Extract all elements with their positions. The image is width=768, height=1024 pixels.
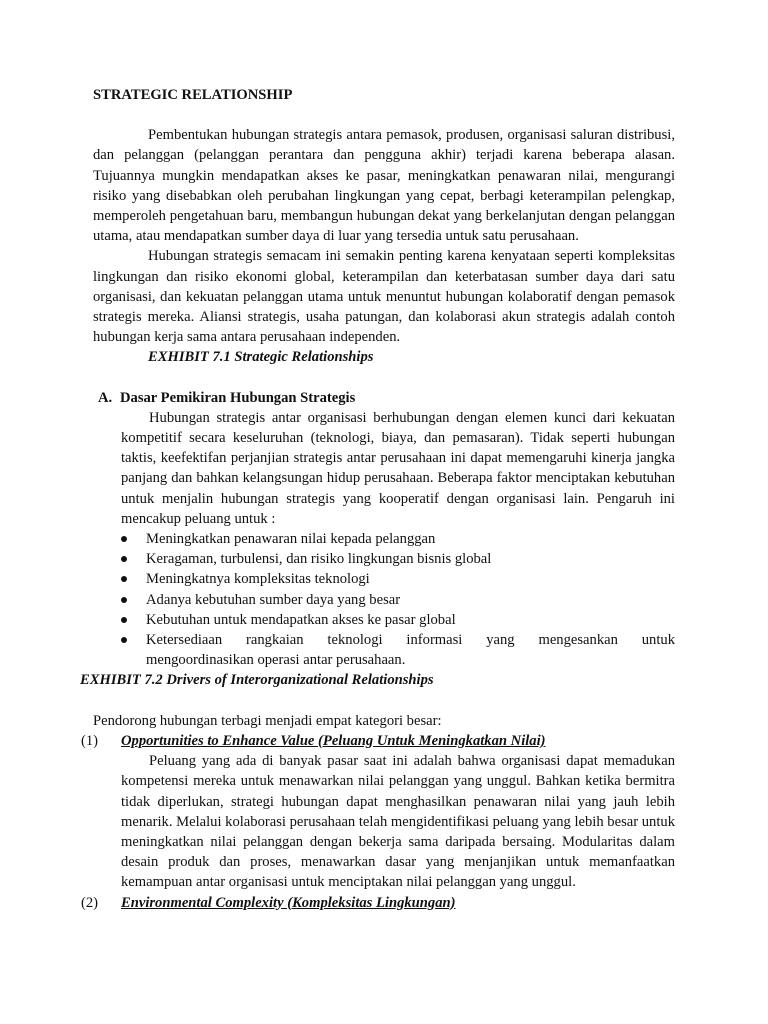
- list-item: Meningkatkan penawaran nilai kepada pelanggan: [121, 529, 675, 549]
- section-a-marker: A.: [98, 389, 113, 406]
- item-1-title: Opportunities to Enhance Value (Peluang Untuk Meningkatkan Nilai): [121, 732, 546, 749]
- bullet-icon: [121, 556, 127, 562]
- section-a-paragraph: Hubungan strategis antar organisasi berhubungan dengan elemen kunci dari kekuatan kompetitif secara keseluruhan (teknologi, biaya, dan pemasaran). Tidak seperti hubungan taktis, keefektifan perjanjian strategis antar perusahaan ini dapat memengaruhi kinerja jangka panjang dan bahkan kelangsungan hidup perusahaan. Beberapa faktor menciptakan kebutuhan untuk menjalin hubungan strategis yang kooperatif dengan organisasi lain. Pengaruh ini mencakup peluang untuk :: [121, 409, 675, 527]
- list-item: Keragaman, turbulensi, dan risiko lingkungan bisnis global: [121, 549, 675, 569]
- paragraph-2: Hubungan strategis semacam ini semakin penting karena kenyataan seperti kompleksitas lingkungan dan risiko ekonomi global, keterampilan dan keterbatasan sumber daya dari satu organisasi, dan kekuatan pelanggan utama untuk menuntut hubungan kolaboratif dengan pemasok strategis mereka. Aliansi strategis, usaha patungan, dan kolaborasi akun strategis adalah contoh hubungan kerja sama antara perusahaan independen.: [93, 248, 675, 346]
- bullet-icon: [121, 536, 127, 542]
- list-item-line-1: Ketersediaan rangkaian teknologi informasi yang mengesankan untuk: [146, 632, 675, 649]
- item-2-number: (2): [81, 894, 99, 911]
- exhibit-7-2-caption: EXHIBIT 7.2 Drivers of Interorganizational Relationships: [80, 672, 434, 689]
- section-a-heading: [92, 388, 675, 408]
- drivers-intro: Pendorong hubungan terbagi menjadi empat kategori besar:: [93, 712, 442, 729]
- bullet-icon: [121, 576, 127, 582]
- section-a-title: Dasar Pemikiran Hubungan Strategis: [120, 389, 356, 406]
- item-1-number: (1): [81, 732, 99, 749]
- bullet-icon: [121, 617, 127, 623]
- document-body: [80, 85, 675, 913]
- item-1-body: [121, 751, 675, 892]
- item-2-heading: [81, 893, 675, 913]
- item-1-heading: [81, 731, 675, 751]
- item-2-title: Environmental Complexity (Kompleksitas Lingkungan): [121, 894, 456, 911]
- paragraph-1: Pembentukan hubungan strategis antara pemasok, produsen, organisasi saluran distribusi, dan pelanggan (pelanggan perantara dan pengguna akhir) terjadi karena beberapa alasan. Tujuannya mungkin mendapatkan akses ke pasar, meningkatkan penawaran nilai, mengurangi risiko yang disebabkan oleh perubahan lingkungan yang cepat, berbagi keterampilan pelengkap, memperoleh pengetahuan baru, membangun hubungan dekat yang berkelanjutan dengan pelanggan utama, atau mendapatkan sumber daya di luar yang tersedia untuk satu perusahaan.: [93, 127, 675, 245]
- document-title: STRATEGIC RELATIONSHIP: [93, 87, 293, 103]
- bullet-icon: [121, 637, 127, 643]
- section-a-body: [121, 408, 675, 529]
- exhibit-7-1-caption: EXHIBIT 7.1 Strategic Relationships: [148, 349, 374, 366]
- list-item: Kebutuhan untuk mendapatkan akses ke pasar global: [121, 610, 675, 630]
- influence-list: [121, 529, 675, 670]
- list-item: Meningkatnya kompleksitas teknologi: [121, 569, 675, 589]
- list-item: [121, 630, 675, 670]
- bullet-icon: [121, 597, 127, 603]
- list-item: Adanya kebutuhan sumber daya yang besar: [121, 590, 675, 610]
- item-1-paragraph: Peluang yang ada di banyak pasar saat ini adalah bahwa organisasi dapat memadukan kompetensi mereka untuk menawarkan nilai pelanggan yang unggul. Bahkan ketika bermitra tidak diperlukan, strategi hubungan dapat menghasilkan penawaran nilai yang jauh lebih menarik. Melalui kolaborasi perusahaan telah mengidentifikasi peluang yang lebih besar untuk meningkatkan nilai pelanggan dengan bekerja sama daripada bersaing. Modularitas dalam desain produk dan proses, menawarkan dasar yang menjanjikan untuk memanfaatkan kemampuan antar organisasi untuk menciptakan nilai pelanggan yang unggul.: [121, 753, 675, 891]
- list-item-line-2: mengoordinasikan operasi antar perusahaan.: [146, 652, 406, 669]
